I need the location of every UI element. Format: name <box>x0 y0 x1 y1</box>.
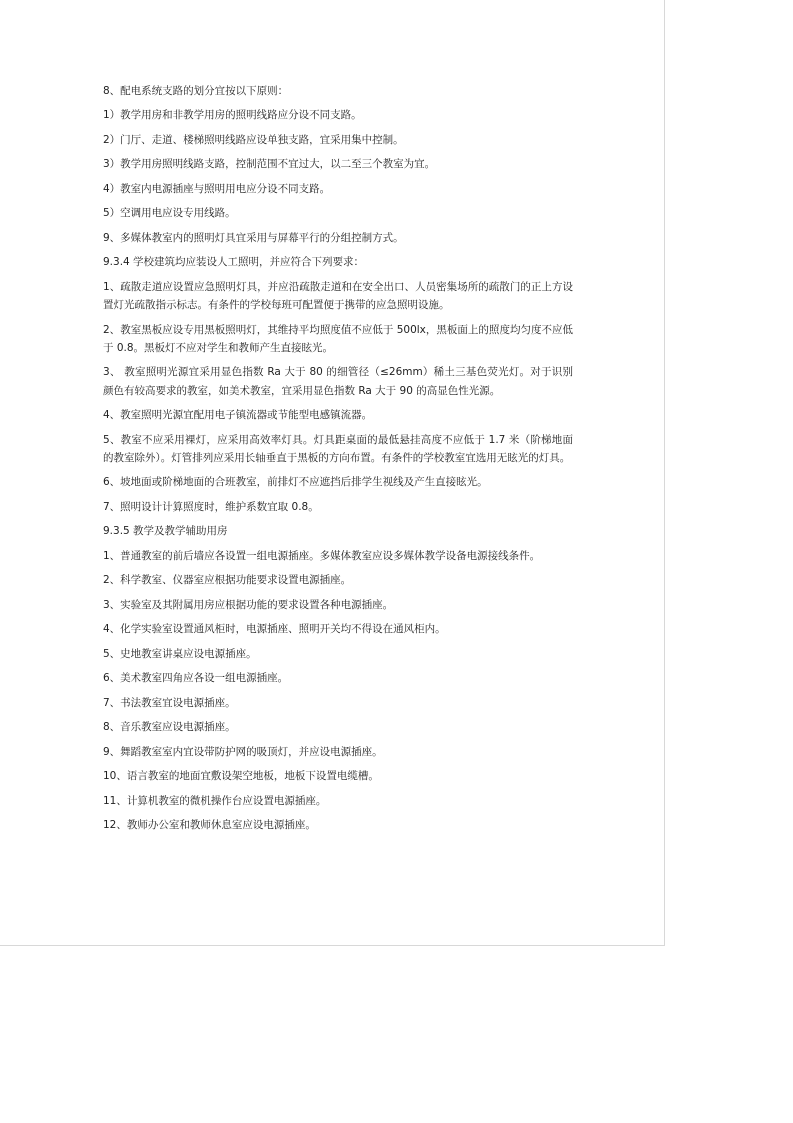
paragraph: 7、照明设计计算照度时，维护系数宜取 0.8。 <box>103 500 319 513</box>
paragraph: 1）教学用房和非教学用房的照明线路应分设不同支路。 <box>103 109 362 122</box>
paragraph: 2）门厅、走道、楼梯照明线路应设单独支路，宜采用集中控制。 <box>103 133 404 146</box>
document-body <box>103 82 573 841</box>
paragraph: 8、配电系统支路的划分宜按以下原则： <box>103 85 289 97</box>
paragraph: 4、教室照明光源宜配用电子镇流器或节能型电感镇流器。 <box>103 409 373 422</box>
paragraph: 4）教室内电源插座与照明用电应分设不同支路。 <box>103 182 331 195</box>
paragraph: 3、 教室照明光源宜采用显色指数 Ra 大于 80 的细管径（≤26mm）稀土三基色荧光灯。对于识别颜色有较高要求的教室，如美术教室，宜采用显色指数 Ra 大于 90 的高显色性光源。 <box>103 366 573 397</box>
section-heading: 9.3.4 学校建筑均应装设人工照明，并应符合下列要求： <box>103 256 365 269</box>
paragraph: 12、教师办公室和教师休息室应设电源插座。 <box>103 819 316 832</box>
paragraph: 10、语言教室的地面宜敷设架空地板，地板下设置电缆槽。 <box>103 770 379 783</box>
paragraph: 3）教学用房照明线路支路，控制范围不宜过大，以二至三个教室为宜。 <box>103 158 436 171</box>
paragraph: 9、多媒体教室内的照明灯具宜采用与屏幕平行的分组控制方式。 <box>103 231 404 244</box>
paragraph: 5、教室不应采用裸灯，应采用高效率灯具。灯具距桌面的最低悬挂高度不应低于 1.7 米（阶梯地面的教室除外）。灯管排列应采用长轴垂直于黑板的方向布置。有条件的学校教室宜选用无眩光的灯具。 <box>103 433 573 464</box>
paragraph: 9、舞蹈教室室内宜设带防护网的吸顶灯，并应设电源插座。 <box>103 745 383 758</box>
paragraph: 6、坡地面或阶梯地面的合班教室，前排灯不应遮挡后排学生视线及产生直接眩光。 <box>103 476 488 489</box>
paragraph: 1、普通教室的前后墙应各设置一组电源插座。多媒体教室应设多媒体教学设备电源接线条件。 <box>103 549 541 562</box>
paragraph: 4、化学实验室设置通风柜时，电源插座、照明开关均不得设在通风柜内。 <box>103 623 446 636</box>
paragraph: 2、科学教室、仪器室应根据功能要求设置电源插座。 <box>103 574 352 587</box>
paragraph: 8、音乐教室应设电源插座。 <box>103 721 236 734</box>
paragraph: 2、教室黑板应设专用黑板照明灯，其维持平均照度值不应低于 500lx，黑板面上的照度均匀度不应低于 0.8。黑板灯不应对学生和教师产生直接眩光。 <box>103 323 573 354</box>
paragraph: 5、史地教室讲桌应设电源插座。 <box>103 647 257 660</box>
paragraph: 1、疏散走道应设置应急照明灯具，并应沿疏散走道和在安全出口、人员密集场所的疏散门的正上方设置灯光疏散指示标志。有条件的学校每班可配置便于携带的应急照明设施。 <box>103 280 573 312</box>
paragraph: 7、书法教室宜设电源插座。 <box>103 696 236 709</box>
paragraph: 11、计算机教室的微机操作台应设置电源插座。 <box>103 794 327 807</box>
paragraph: 6、美术教室四角应各设一组电源插座。 <box>103 672 289 685</box>
paragraph: 3、实验室及其附属用房应根据功能的要求设置各种电源插座。 <box>103 598 394 611</box>
section-heading: 9.3.5 教学及教学辅助用房 <box>103 525 228 538</box>
paragraph: 5）空调用电应设专用线路。 <box>103 207 236 220</box>
